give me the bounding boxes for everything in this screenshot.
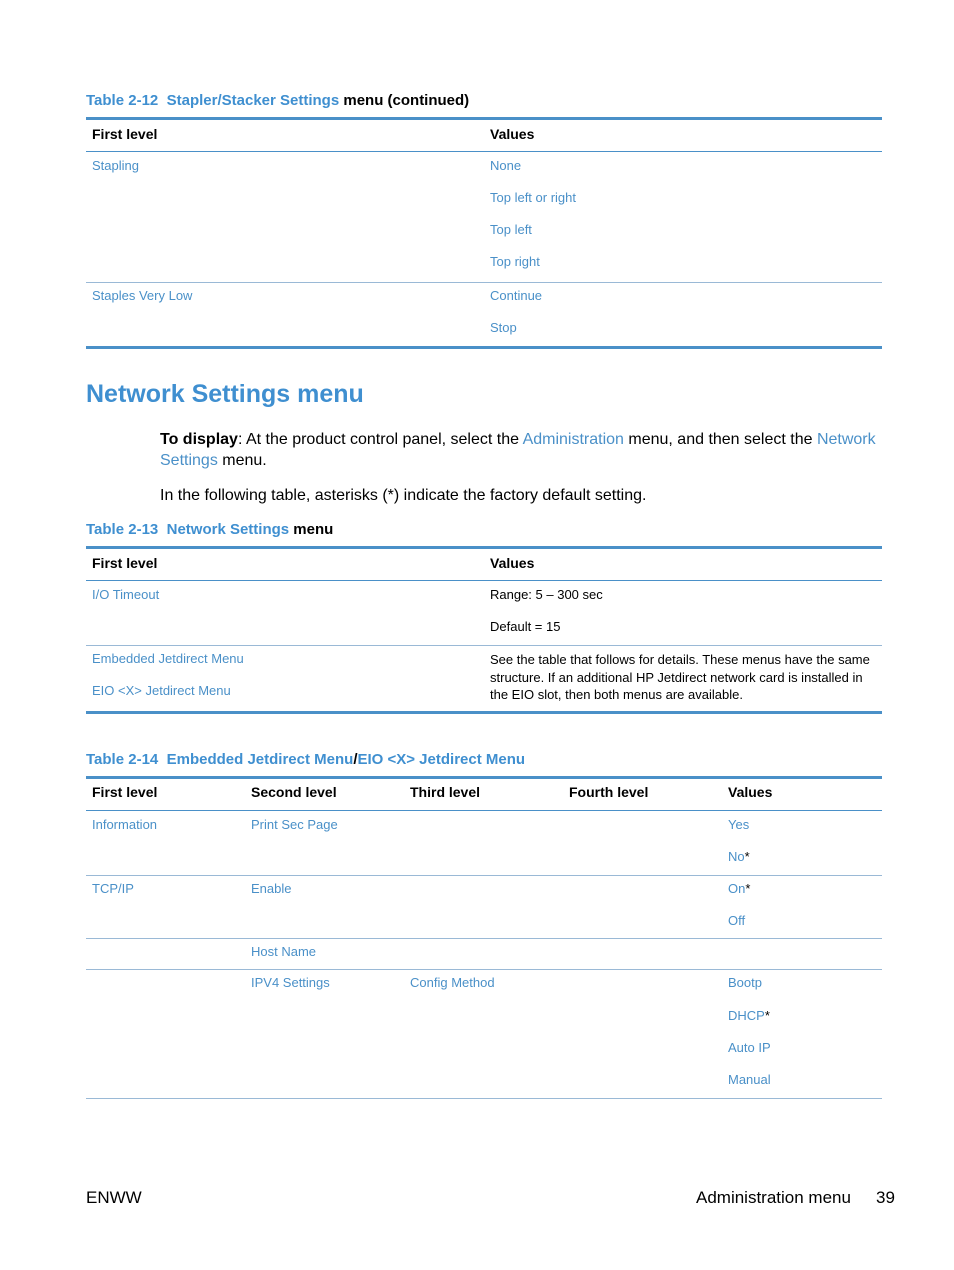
footer-left: ENWW <box>86 1188 142 1207</box>
caption-text: menu <box>289 521 334 538</box>
paragraph-display: To display: At the product control panel, select the Administration menu, and then select the Network Settings menu. <box>160 431 876 469</box>
column-header: First level <box>92 784 158 800</box>
table-top-rule <box>86 776 882 779</box>
table-number: Table 2-14 <box>86 751 159 768</box>
table-number: Table 2-13 <box>86 521 159 538</box>
value-option[interactable]: Off <box>728 913 746 928</box>
value-option-default[interactable]: On* <box>728 881 751 896</box>
column-header: First level <box>92 126 158 142</box>
header-rule <box>86 810 882 811</box>
value-option[interactable]: Auto IP <box>728 1040 771 1055</box>
menu-item-host-name[interactable]: Host Name <box>251 944 317 959</box>
caption-link-embedded[interactable]: Embedded Jetdirect Menu <box>166 751 354 768</box>
value-option[interactable]: Top left <box>490 222 532 237</box>
column-header: First level <box>92 555 158 571</box>
header-rule <box>86 580 882 581</box>
column-header: Values <box>728 784 773 800</box>
menu-item-information[interactable]: Information <box>92 817 158 832</box>
paragraph-note: In the following table, asterisks (*) indicate the factory default setting. <box>160 487 647 504</box>
caption-link-eio[interactable]: EIO <X> Jetdirect Menu <box>357 751 526 768</box>
column-header: Values <box>490 555 535 571</box>
value-description: See the table that follows for details. These menus have the same structure. If an additional HP Jetdirect network card is installed in the EIO slot, then both menus are available. <box>490 652 870 702</box>
footer-section: Administration menu <box>696 1188 851 1207</box>
value-option-default[interactable]: DHCP* <box>728 1008 770 1023</box>
table-top-rule <box>86 546 882 549</box>
menu-item-ipv4-settings[interactable]: IPV4 Settings <box>251 975 330 990</box>
column-header: Fourth level <box>569 784 649 800</box>
table-caption-2-12 <box>86 92 469 109</box>
network-settings-link[interactable]: Network Settings <box>160 431 876 469</box>
menu-item-staples-very-low[interactable]: Staples Very Low <box>92 288 193 303</box>
value-option[interactable]: Manual <box>728 1072 771 1087</box>
value-option[interactable]: Continue <box>490 288 543 303</box>
table-caption-2-13 <box>86 521 333 538</box>
value-option-default[interactable]: No* <box>728 849 750 864</box>
row-divider <box>86 645 882 646</box>
header-rule <box>86 151 882 152</box>
menu-item-print-sec-page[interactable]: Print Sec Page <box>251 817 338 832</box>
section-title: Network Settings menu <box>86 380 364 408</box>
row-divider <box>86 938 882 939</box>
table-bottom-rule <box>86 346 882 349</box>
value-option[interactable]: None <box>490 158 522 173</box>
value-default: Default = 15 <box>490 619 561 634</box>
menu-item-tcpip[interactable]: TCP/IP <box>92 881 134 896</box>
column-header: Second level <box>251 784 337 800</box>
value-option[interactable]: Bootp <box>728 975 762 990</box>
menu-item-enable[interactable]: Enable <box>251 881 292 896</box>
row-divider <box>86 969 882 970</box>
value-option[interactable]: Top left or right <box>490 190 576 205</box>
caption-text: menu (continued) <box>339 92 470 109</box>
menu-item-stapling[interactable]: Stapling <box>92 158 139 173</box>
table-bottom-rule <box>86 711 882 714</box>
menu-item-eio-jetdirect[interactable]: EIO <X> Jetdirect Menu <box>92 683 231 698</box>
table-caption-2-14: Table 2-14 Embedded Jetdirect Menu/EIO <X> Jetdirect Menu <box>86 751 526 768</box>
display-label: To display <box>160 431 238 448</box>
value-option[interactable]: Top right <box>490 254 540 269</box>
caption-link[interactable]: Stapler/Stacker Settings <box>166 92 340 109</box>
table-top-rule <box>86 117 882 120</box>
value-range: Range: 5 – 300 sec <box>490 587 603 602</box>
caption-link[interactable]: Network Settings <box>166 521 290 538</box>
row-divider <box>86 282 882 283</box>
menu-item-embedded-jetdirect[interactable]: Embedded Jetdirect Menu <box>92 651 244 666</box>
row-divider <box>86 875 882 876</box>
menu-item-io-timeout[interactable]: I/O Timeout <box>92 587 160 602</box>
column-header: Third level <box>410 784 481 800</box>
page-number: 39 <box>876 1188 895 1207</box>
table-number: Table 2-12 <box>86 92 159 109</box>
administration-link[interactable]: Administration <box>522 431 624 448</box>
table-bottom-rule <box>86 1098 882 1099</box>
value-option[interactable]: Stop <box>490 320 517 335</box>
menu-item-config-method[interactable]: Config Method <box>410 975 495 990</box>
value-option[interactable]: Yes <box>728 817 750 832</box>
column-header: Values <box>490 126 535 142</box>
